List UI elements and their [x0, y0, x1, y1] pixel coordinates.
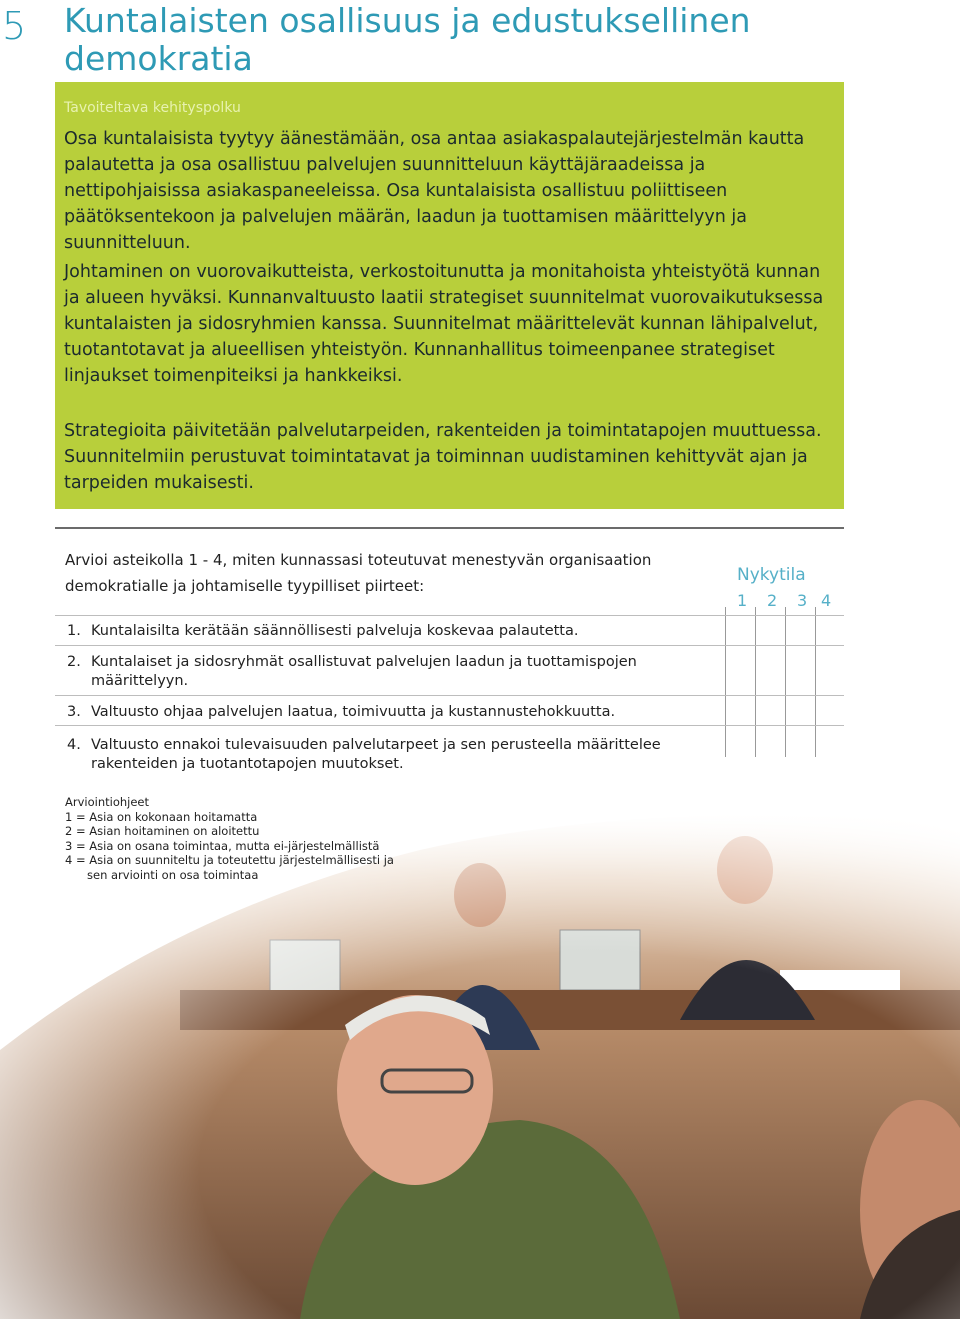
- rating-item: [67, 703, 707, 723]
- box-paragraph: Osa kuntalaisista tyytyy äänestämään, osa antaa asiakaspalautejärjestelmän kautta palautetta ja osa osallistuu palvelujen suunnitteluun käyttäjäraadeissa ja nettipohjaisissa asiakaspaneeleissa. Osa kuntalaisista osallistuu poliittiseen päätöksentekoon ja palvelujen määrän, laadun ja tuottamisen määrittelyyn ja suunnitteluun.: [64, 129, 805, 253]
- scale-4: 4: [821, 591, 832, 610]
- item-text: Kuntalaisilta kerätään säännöllisesti palveluja koskevaa palautetta.: [91, 623, 579, 639]
- item-text: Kuntalaiset ja sidosryhmät osallistuvat palvelujen laadun ja tuottamispojen määrittelyyn.: [91, 654, 637, 689]
- grid-line: [785, 607, 786, 757]
- grid-line: [755, 607, 756, 757]
- box-paragraph: Johtaminen on vuorovaikutteista, verkostoitunutta ja monitahoista yhteistyötä kunnan ja alueen hyväksi. Kunnanvaltuusto laatii strategiset suunnitelmat vuorovaikutuksessa kuntalaisten ja sidosryhmien kanssa. Suunnitelmat määrittelevät kunnan lähipalvelut, tuotantotavat ja alueellisen yhteistyön. Kunnanhallitus toimeenpanee strategiset linjaukset toimenpiteiksi ja hankkeiksi.: [64, 262, 824, 386]
- rating-item: [67, 653, 707, 693]
- item-number: 2.: [67, 654, 81, 670]
- row-divider: [55, 645, 844, 646]
- row-divider: [55, 725, 844, 726]
- page-title: Kuntalaisten osallisuus ja edustuksellinen demokratia: [64, 1, 751, 78]
- scale-1: 1: [737, 591, 748, 610]
- item-number: 1.: [67, 623, 81, 639]
- item-number: 4.: [67, 737, 81, 753]
- assessment-legend: [65, 795, 425, 882]
- rating-item: [67, 736, 707, 776]
- item-text: Valtuusto ennakoi tulevaisuuden palvelutarpeet ja sen perusteella määrittelee rakenteiden ja tuotantotapojen muutokset.: [91, 737, 661, 772]
- scale-3: 3: [797, 591, 808, 610]
- box-paragraph: Strategioita päivitetään palvelutarpeiden, rakenteiden ja toimintatapojen muuttuessa. Suunnitelmiin perustuvat toimintatavat ja toiminnan uudistaminen kehittyvät ajan ja tarpeiden mukaisesti.: [64, 421, 822, 493]
- rating-item: [67, 622, 707, 642]
- legend-line: 2 = Asian hoitaminen on aloitettu: [65, 824, 260, 838]
- development-path-box: [55, 82, 844, 509]
- row-divider: [55, 615, 844, 616]
- row-divider: [55, 695, 844, 696]
- scale-2: 2: [767, 591, 778, 610]
- section-divider: [55, 527, 844, 529]
- rating-instruction: Arvioi asteikolla 1 - 4, miten kunnassasi toteutuvat menestyvän organisaation demokratialle ja johtamiselle tyypilliset piirteet:: [65, 551, 652, 595]
- item-text: Valtuusto ohjaa palvelujen laatua, toimivuutta ja kustannustehokkuutta.: [91, 704, 616, 720]
- item-number: 3.: [67, 704, 81, 720]
- chapter-number: 5: [2, 4, 27, 48]
- box-heading: Tavoiteltava kehityspolku: [64, 100, 241, 116]
- grid-line: [815, 607, 816, 757]
- legend-line: 4 = Asia on suunniteltu ja toteutettu järjestelmällisesti ja: [65, 853, 394, 867]
- rating-section: [55, 527, 844, 777]
- legend-line: 1 = Asia on kokonaan hoitamatta: [65, 809, 258, 824]
- current-state-label: Nykytila: [737, 565, 806, 585]
- legend-line: sen arviointi on osa toimintaa: [87, 867, 259, 882]
- legend-line: 3 = Asia on osana toimintaa, mutta ei-järjestelmällistä: [65, 838, 380, 853]
- grid-line: [725, 607, 726, 757]
- legend-title: Arviointiohjeet: [65, 795, 149, 809]
